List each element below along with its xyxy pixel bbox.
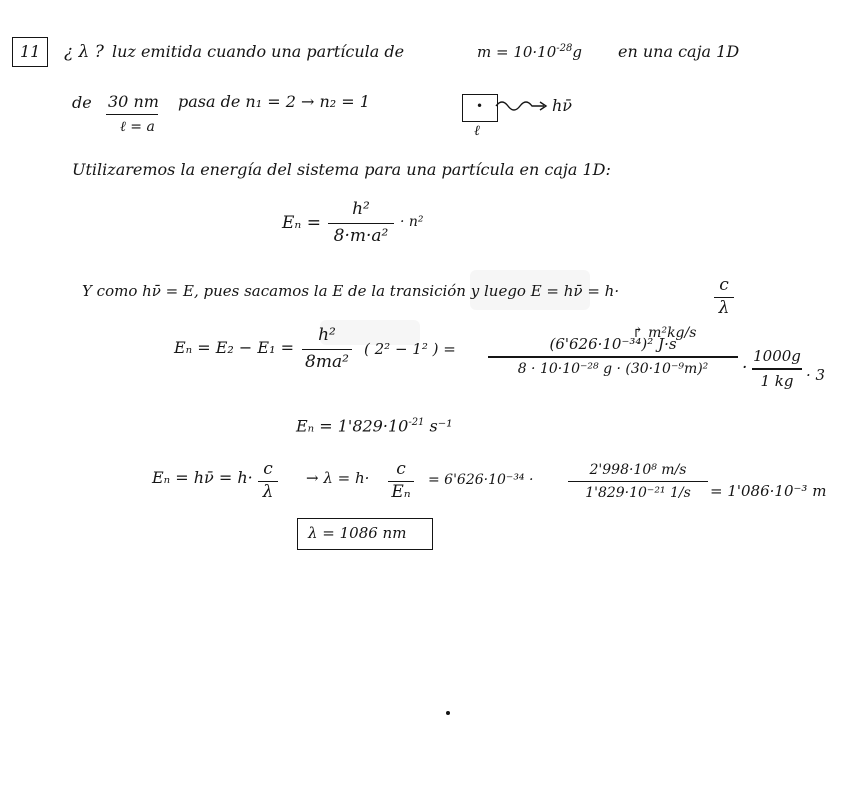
transition-statement: pasa de n₁ = 2 → n₂ = 1 (178, 92, 370, 111)
calc1-paren: ( 2² − 1² ) = (364, 340, 456, 358)
explanation-text: Utilizaremos la energía del sistema para una partícula en caja 1D: (72, 160, 611, 179)
problem-number-box (12, 37, 48, 67)
calc2-arrow: → λ = h· (306, 469, 370, 487)
calc1-unit-annotation: ↱ m²kg/s (632, 325, 697, 341)
statement-line1: luz emitida cuando una partícula de (112, 42, 405, 61)
calc1-left: Eₙ = E₂ − E₁ = (174, 338, 294, 357)
formula-left: Eₙ = (282, 213, 321, 233)
final-answer: λ = 1086 nm (308, 524, 407, 542)
question-lambda: ¿ λ ? (64, 42, 104, 62)
transition-note: Y como hν̄ = E, pues sacamos la E de la transición y luego E = hν̄ = h· (82, 282, 620, 300)
ink-dot (446, 711, 450, 715)
particle-dot: • (476, 99, 484, 113)
photon-wave-icon (496, 98, 556, 118)
underline (106, 114, 158, 115)
calc2-result: = 1'086·10⁻³ m (710, 482, 827, 500)
diagram-length-label: ℓ (474, 123, 480, 139)
photon-label: hν̄ (552, 96, 573, 115)
problem-number: 11 (20, 42, 41, 61)
box-length: 30 nm (108, 92, 159, 111)
calc1-big-fraction: (6'626·10⁻³⁴)² J·s 8 · 10·10⁻²⁸ g · (30·10⁻⁹m)² (488, 336, 738, 377)
formula-right: · n² (400, 214, 424, 230)
final-answer-box (297, 518, 433, 550)
energy-result: $E_n = 1'829\cdot 10^{-21}$ s⁻¹ (296, 416, 453, 436)
calc2-c-over-En: c Eₙ (388, 460, 414, 502)
unit-conversion-fraction: 1000g 1 kg (753, 347, 801, 390)
calc2-fraction: 2'998·10⁸ m/s 1'829·10⁻²¹ 1/s (568, 462, 708, 502)
calc2-c-over-lambda: c λ (258, 460, 278, 502)
calc1-times3: · 3 (806, 366, 826, 384)
calc2-equals: = 6'626·10⁻³⁴ · (428, 472, 534, 488)
mass-value: $m = 10\cdot 10^{-28}g$ (477, 43, 582, 61)
box-length-note: ℓ = a (120, 119, 155, 135)
statement-line1-end: en una caja 1D (618, 42, 740, 61)
calc2-left: Eₙ = hν̄ = h· (152, 468, 253, 487)
formula-fraction: h² 8·m·a² (328, 200, 394, 246)
c-over-lambda: c λ (714, 276, 734, 318)
calc1-fraction: h² 8ma² (302, 326, 352, 372)
statement-de: de (72, 93, 92, 112)
calc1-dot: · (742, 358, 748, 378)
